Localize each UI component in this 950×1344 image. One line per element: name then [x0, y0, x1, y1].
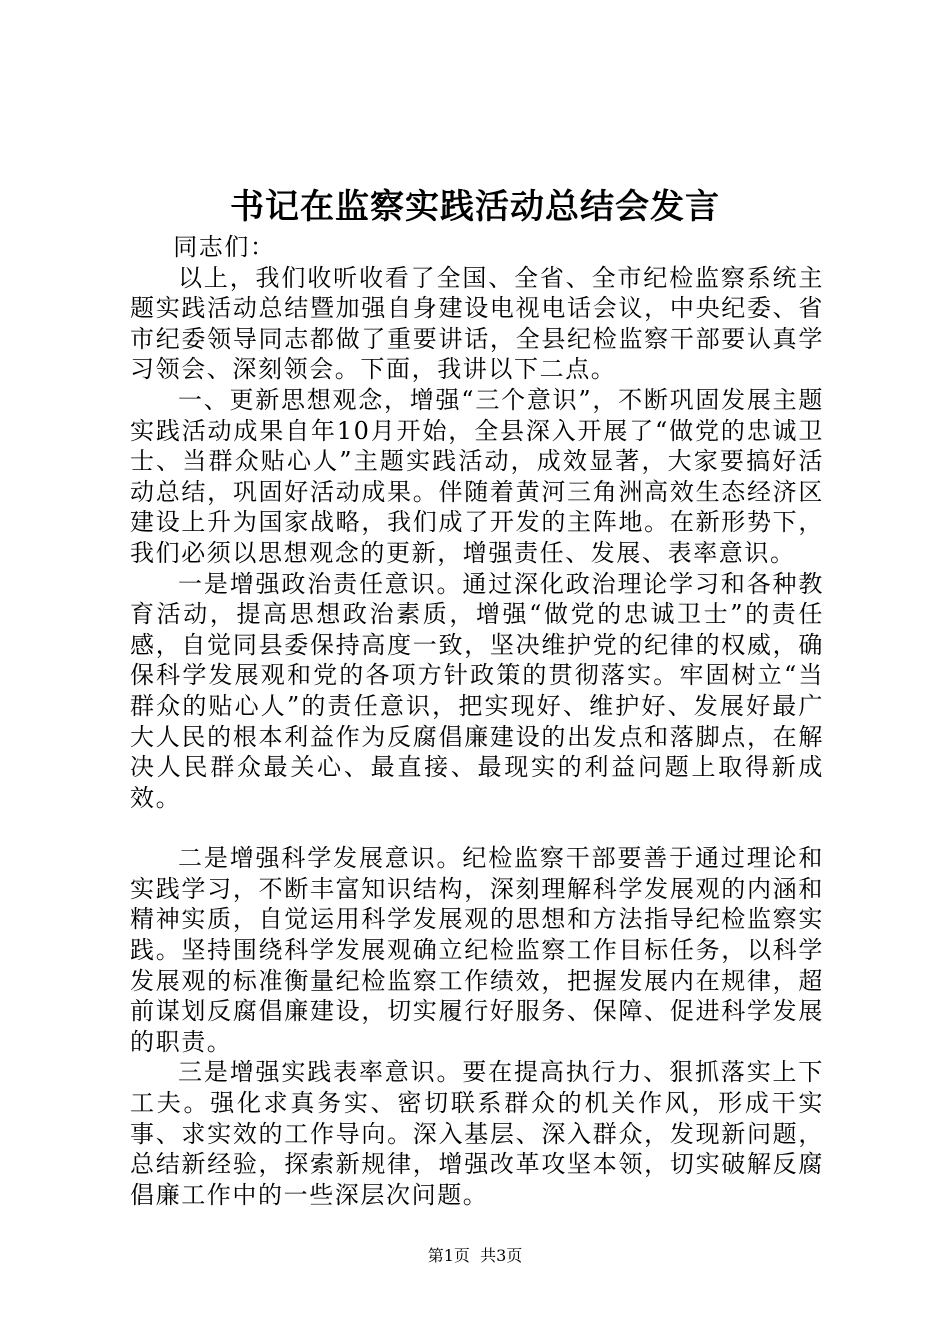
paragraph-political-responsibility: 一是增强政治责任意识。通过深化政治理论学习和各种教育活动，提高思想政治素质，增强“做党的忠诚卫士”的责任感，自觉同县委保持高度一致，坚决维护党的纪律的权威，确保科学发展观和党的各项方针政策的贯彻落实。牢固树立“当群众的贴心人”的责任意识，把实现好、维护好、发展好最广大人民的根本利益作为反腐倡廉建设的出发点和落脚点，在解决人民群众最关心、最直接、最现实的利益问题上取得新成效。	[130, 569, 824, 812]
document-body	[130, 232, 824, 1210]
document-title: 书记在监察实践活动总结会发言	[230, 187, 720, 227]
page-number-current: 第1页	[427, 1246, 470, 1265]
page-footer	[0, 1244, 950, 1268]
paragraph-practice-example: 三是增强实践表率意识。要在提高执行力、狠抓落实上下工夫。强化求真务实、密切联系群众的机关作风，形成干实事、求实效的工作导向。深入基层、深入群众，发现新问题，总结新经验，探索新规律，增强改革攻坚本领，切实破解反腐倡廉工作中的一些深层次问题。	[130, 1058, 824, 1209]
paragraph-section-one: 一、更新思想观念，增强“三个意识”，不断巩固发展主题实践活动成果自年10月开始，全县深入开展了“做党的忠诚卫士、当群众贴心人”主题实践活动，成效显著，大家要搞好活动总结，巩固好活动成果。伴随着黄河三角洲高效生态经济区建设上升为国家战略，我们成了开发的主阵地。在新形势下，我们必须以思想观念的更新，增强责任、发展、表率意识。	[130, 385, 824, 567]
paragraph-scientific-development: 二是增强科学发展意识。纪检监察干部要善于通过理论和实践学习，不断丰富知识结构，深刻理解科学发展观的内涵和精神实质，自觉运用科学发展观的思想和方法指导纪检监察实践。坚持围绕科学发展观确立纪检监察工作目标任务，以科学发展观的标准衡量纪检监察工作绩效，把握发展内在规律，超前谋划反腐倡廉建设，切实履行好服务、保障、促进科学发展的职责。	[130, 844, 824, 1056]
paragraph-intro: 以上，我们收听收看了全国、全省、全市纪检监察系统主题实践活动总结暨加强自身建设电视电话会议，中央纪委、省市纪委领导同志都做了重要讲话，全县纪检监察干部要认真学习领会、深刻领会。下面，我讲以下二点。	[130, 263, 824, 384]
footer-spacer	[470, 1246, 480, 1265]
salutation: 同志们：	[173, 233, 276, 261]
page-number-total: 共3页	[480, 1246, 523, 1265]
